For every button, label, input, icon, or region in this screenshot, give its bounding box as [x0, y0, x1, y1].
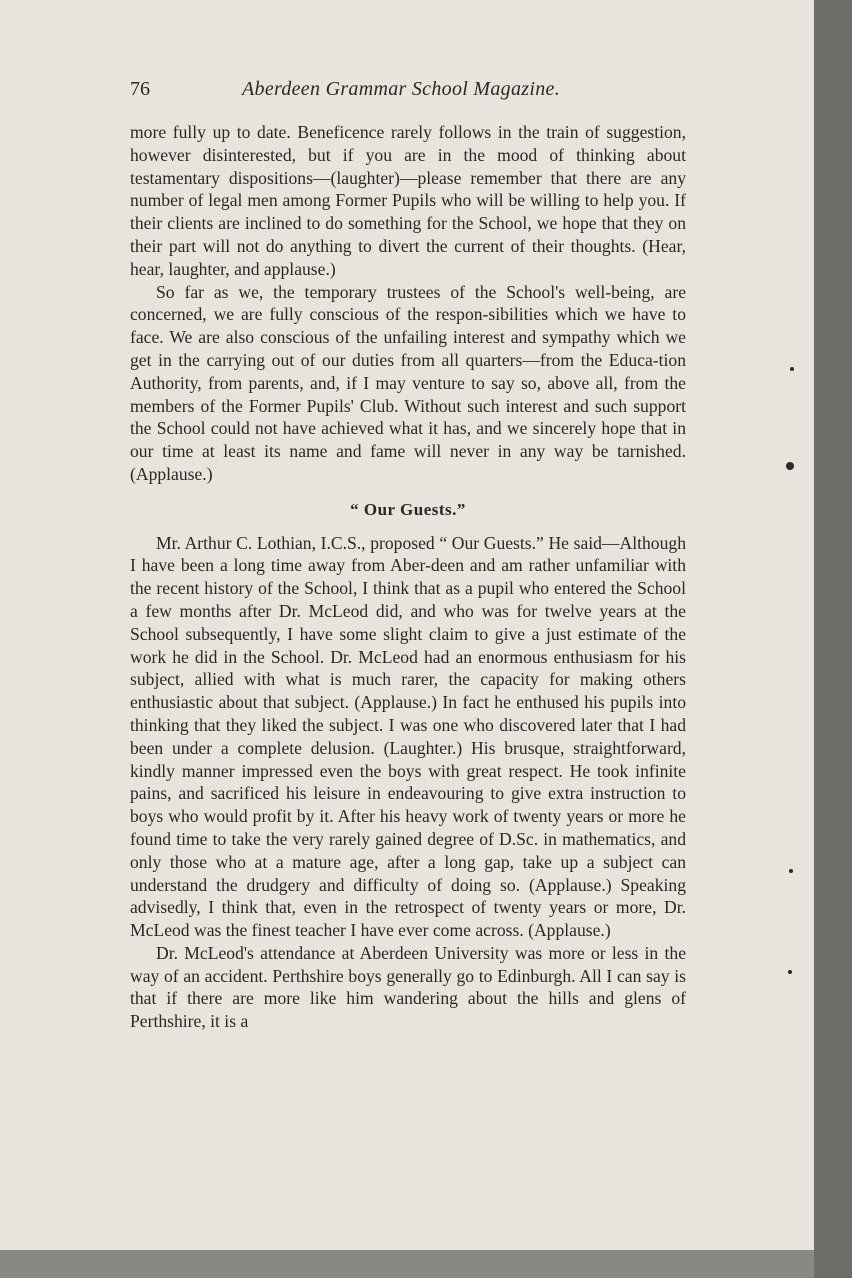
page-number: 76 — [130, 78, 150, 100]
running-head — [130, 78, 686, 108]
paragraph-testamentary: more fully up to date. Beneficence rarely follows in the train of suggestion, however disinterested, but if you are in the mood of thinking about testamentary dispositions—(laughter)—please remember that there are any number of legal men among Former Pupils who will be willing to help you. If their clients are inclined to do something for the School, we hope that they on their part will not do anything to divert the current of their thoughts. (Hear, hear, laughter, and applause.) — [130, 122, 686, 279]
margin-speck — [786, 462, 794, 470]
paragraph-lothian-speech: Mr. Arthur C. Lothian, I.C.S., proposed “ Our Guests.” He said—Although I have been a long time away from Aber-deen and am rather unfamiliar with the recent history of the School, I think that as a pupil who entered the School a few months after Dr. McLeod did, and who was for twelve years at the School subsequently, I have some slight claim to give a just estimate of the work he did in the School. Dr. McLeod had an enormous enthusiasm for his subject, allied with what is much rarer, the capacity for making others enthusiastic about that subject. (Applause.) In fact he enthused his pupils into thinking that they liked the subject. I was one who discovered later that I had been under a complete delusion. (Laughter.) His brusque, straightforward, kindly manner impressed even the boys with great respect. He took infinite pains, and sacrificed his leisure in endeavouring to give extra instruction to boys who would profit by it. After his heavy work of twenty years or more he found time to take the very rarely gained degree of D.Sc. in mathematics, and only those who at a mature age, after a long gap, take up a subject can understand the drudgery and difficulty of doing so. (Applause.) Speaking advisedly, I think that, even in the retrospect of twenty years or more, Dr. McLeod was the finest teacher I have ever come across. (Applause.) — [130, 532, 686, 941]
scan-edge-bottom — [0, 1250, 814, 1278]
section-heading: “ Our Guests.” — [350, 499, 466, 519]
margin-speck — [789, 869, 793, 873]
paragraph-trustees: So far as we, the temporary trustees of the School's well-being, are concerned, we are fully conscious of the respon-sibilities which we have to face. We are also conscious of the unfailing interest and sympathy which we get in the carrying out of our duties from all quarters—from the Educa-tion Authority, from parents, and, if I may venture to say so, above all, from the members of the Former Pupils' Club. Without such interest and such support the School could not have achieved what it has, and we sincerely hope that in our time at least its name and fame will never in any way be tarnished. (Applause.) — [130, 281, 686, 484]
paragraph-mcleod-university: Dr. McLeod's attendance at Aberdeen University was more or less in the way of an accident. Perthshire boys generally go to Edinburgh. All I can say is that if there are more like him wandering about the hills and glens of Perthshire, it is a — [130, 942, 686, 1032]
scan-edge-right — [814, 0, 852, 1278]
running-title: Aberdeen Grammar School Magazine. — [242, 78, 560, 100]
body-text — [130, 121, 686, 1033]
margin-speck — [788, 970, 792, 974]
margin-speck — [790, 367, 794, 371]
